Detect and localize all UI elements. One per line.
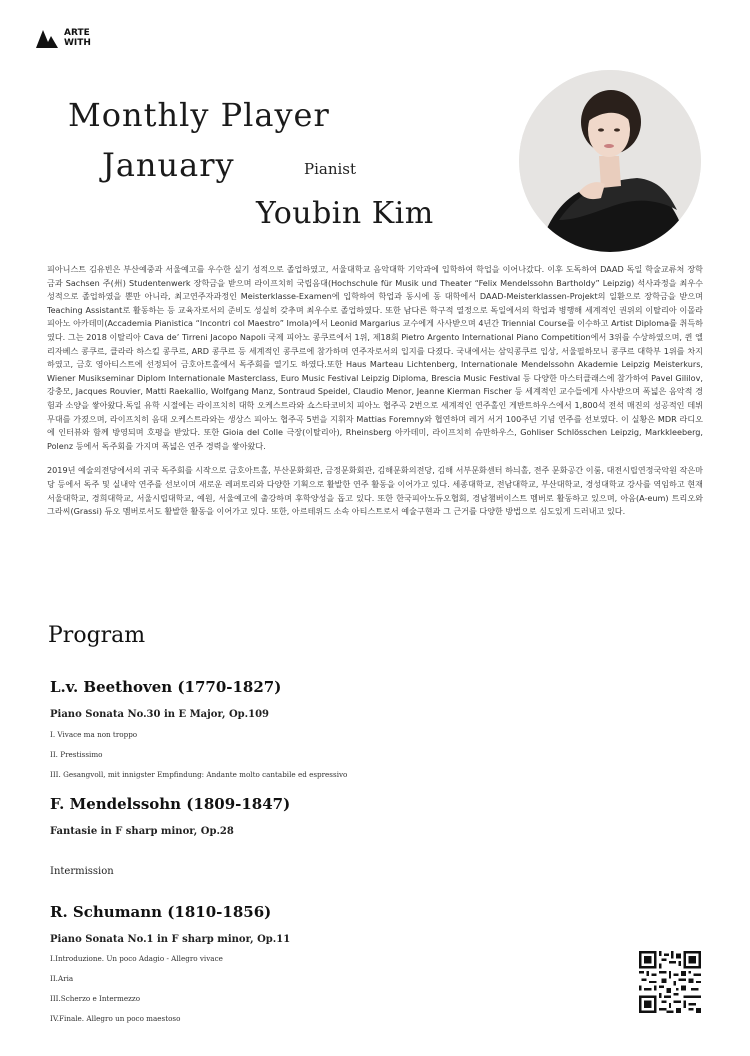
performer-role: Pianist <box>304 160 357 178</box>
work-title-mendelssohn: Fantasie in F sharp minor, Op.28 <box>50 826 234 837</box>
qr-code-icon[interactable] <box>639 951 701 1013</box>
brand-line-2: WITH <box>64 38 91 48</box>
biography <box>47 263 703 530</box>
intermission-label: Intermission <box>50 866 114 877</box>
brand-logo <box>36 28 91 48</box>
performer-portrait <box>519 70 701 252</box>
movement-item: I. Vivace ma non troppo <box>50 730 138 739</box>
movement-item: II.Aria <box>50 974 74 983</box>
arte-with-logo-icon <box>36 28 58 48</box>
page-title-line-2: January <box>102 146 235 184</box>
work-title-beethoven: Piano Sonata No.30 in E Major, Op.109 <box>50 709 270 720</box>
movement-item: III.Scherzo e Intermezzo <box>50 994 141 1003</box>
movement-item: II. Prestissimo <box>50 750 103 759</box>
composer-mendelssohn: F. Mendelssohn (1809-1847) <box>50 795 291 813</box>
brand-line-1: ARTE <box>64 28 90 38</box>
composer-beethoven: L.v. Beethoven (1770-1827) <box>50 678 282 696</box>
page-title-line-1: Monthly Player <box>68 96 330 134</box>
movement-item: IV.Finale. Allegro un poco maestoso <box>50 1014 181 1023</box>
performer-name: Youbin Kim <box>256 196 434 231</box>
biography-paragraph-1: 피아니스트 김유빈은 부산예중과 서울예고를 우수한 실기 성적으로 졸업하였고, 서울대학교 음악대학 기악과에 입학하여 학업을 이어나갔다. 이후 도독하여 DAAD 독일 학술교류처 장학금과 Sachsen 주(州) Studentenwerk 장학금을 받으며 라이프치히 국립음대(Hochschule für Musik und Theater “Felix Mendelssohn Bartholdy” Leipzig) 석사과정을 최우수 성적으로 졸업하였을 뿐만 아니라, 최고연주자과정인 Meisterklasse-Examen에 입학하여 학업과 동시에 동 대학에서 DAAD-Meisterklassen-Projekt의 일환으로 장학금을 받으며 Teaching Assistant로 활동하는 등 교육자로서의 준비도 성실히 갖추며 최우수로 졸업하였다. 또한 남다른 학구적 열정으로 독일에서의 학업과 병행해 세계적인 권위의 이탈리아 이몰라 피아노 아카데미(Accademia Pianistica “Incontri col Maestro” Imola)에서 Leonid Margarius 교수에게 사사받으며 4년간 Triennial Course를 이수하고 Artist Diploma를 취득하였다. 그는 2018 이탈리아 Cava de’ Tirreni Jacopo Napoli 국제 피아노 콩쿠르에서 1위, 제18회 Pietro Argento International Piano Competition에서 3위를 수상하였으며, 퀸 엘리자베스 콩쿠르, 클라라 하스킬 콩쿠르, ARD 콩쿠르 등 세계적인 콩쿠르에 참가하며 연주자로서의 입지를 다졌다. 국내에서는 삼익콩쿠르 입상, 서울필하모니 콩쿠르 대학부 1위를 차지하였고, 금호 영아티스트에 선정되어 금호아트홀에서 독주회를 열기도 하였다.또한 Haus Marteau Lichtenberg, Internationale Mendelssohn Akademie Leipzig Meisterkurs, Wiener Musikseminar Diplom Internationale Masterclass, Euro Music Festival Leipzig Diploma, Brescia Music Festival 등 다양한 마스터클래스에 참가하여 Pavel Gililov, 강충모, Jacques Rouvier, Matti Raekallio, Wolfgang Manz, Sontraud Speidel, Claudio Menor, Jeanne Kierman Fischer 등 세계적인 교수들에게 사사받으며 폭넓은 음악적 경험과 소양을 쌓아왔다.독일 유학 시절에는 라이프치히 대학 오케스트라와 쇼스타코비치 피아노 협주곡 2번으로 세계적인 연주홀인 게반트하우스에서 1,800석 전석 매진의 성공적인 데뷔 무대를 가졌으며, 라이프치히 음대 오케스트라와는 생상스 피아노 협주곡 5번을 지휘자 Mattias Foremny와 협연하며 레거 서거 100주년 기념 연주를 선보였다. 이 실황은 MDR 라디오에 인터뷰와 함께 방영되며 호평을 받았다. 또한 Gioia del Colle 극장(이탈리아), Rheinsberg 아카데미, 라이프치히 슈만하우스, Gohliser Schlösschen Leipzig, Markkleeberg, Polenz 등에서 독주회를 가지며 폭넓은 연주 경력을 쌓아왔다. <box>47 264 703 451</box>
movement-list-beethoven <box>50 729 347 789</box>
movement-item: I.Introduzione. Un poco Adagio - Allegro vivace <box>50 954 223 963</box>
movement-list-schumann <box>50 953 223 1033</box>
work-title-schumann: Piano Sonata No.1 in F sharp minor, Op.11 <box>50 934 291 945</box>
movement-item: III. Gesangvoll, mit innigster Empfindung: Andante molto cantabile ed espressivo <box>50 770 348 779</box>
program-heading: Program <box>48 623 146 648</box>
composer-schumann: R. Schumann (1810-1856) <box>50 903 272 921</box>
brand-wordmark <box>64 28 91 48</box>
biography-paragraph-2: 2019년 예술의전당에서의 귀국 독주회를 시작으로 금호아트홀, 부산문화회관, 금정문화회관, 김해문화의전당, 김해 서부문화센터 하늬홀, 전주 문화공간 이룸, 대전시립연정국악원 작은마당 등에서 독주 및 실내악 연주를 선보이며 새로운 레퍼토리와 다양한 기획으로 활발한 연주 활동을 이어가고 있다. 세종대학교, 전남대학교, 부산대학교, 경성대학교 강사를 역임하고 현재 서울대학교, 경희대학교, 서울시립대학교, 예원, 서울예고에 출강하며 후학양성을 돕고 있다. 또한 한국피아노듀오협회, 경남챔버이스트 멤버로 활동하고 있으며, 아음(A-eum) 트리오와 그라씨(Grassi) 듀오 멤버로서도 활발한 활동을 이어가고 있다. 또한, 아르테위드 소속 아티스트로서 예술구현과 그 근거를 다양한 방법으로 심도있게 드러내고 있다. <box>47 465 703 517</box>
portrait-illustration <box>519 70 701 252</box>
